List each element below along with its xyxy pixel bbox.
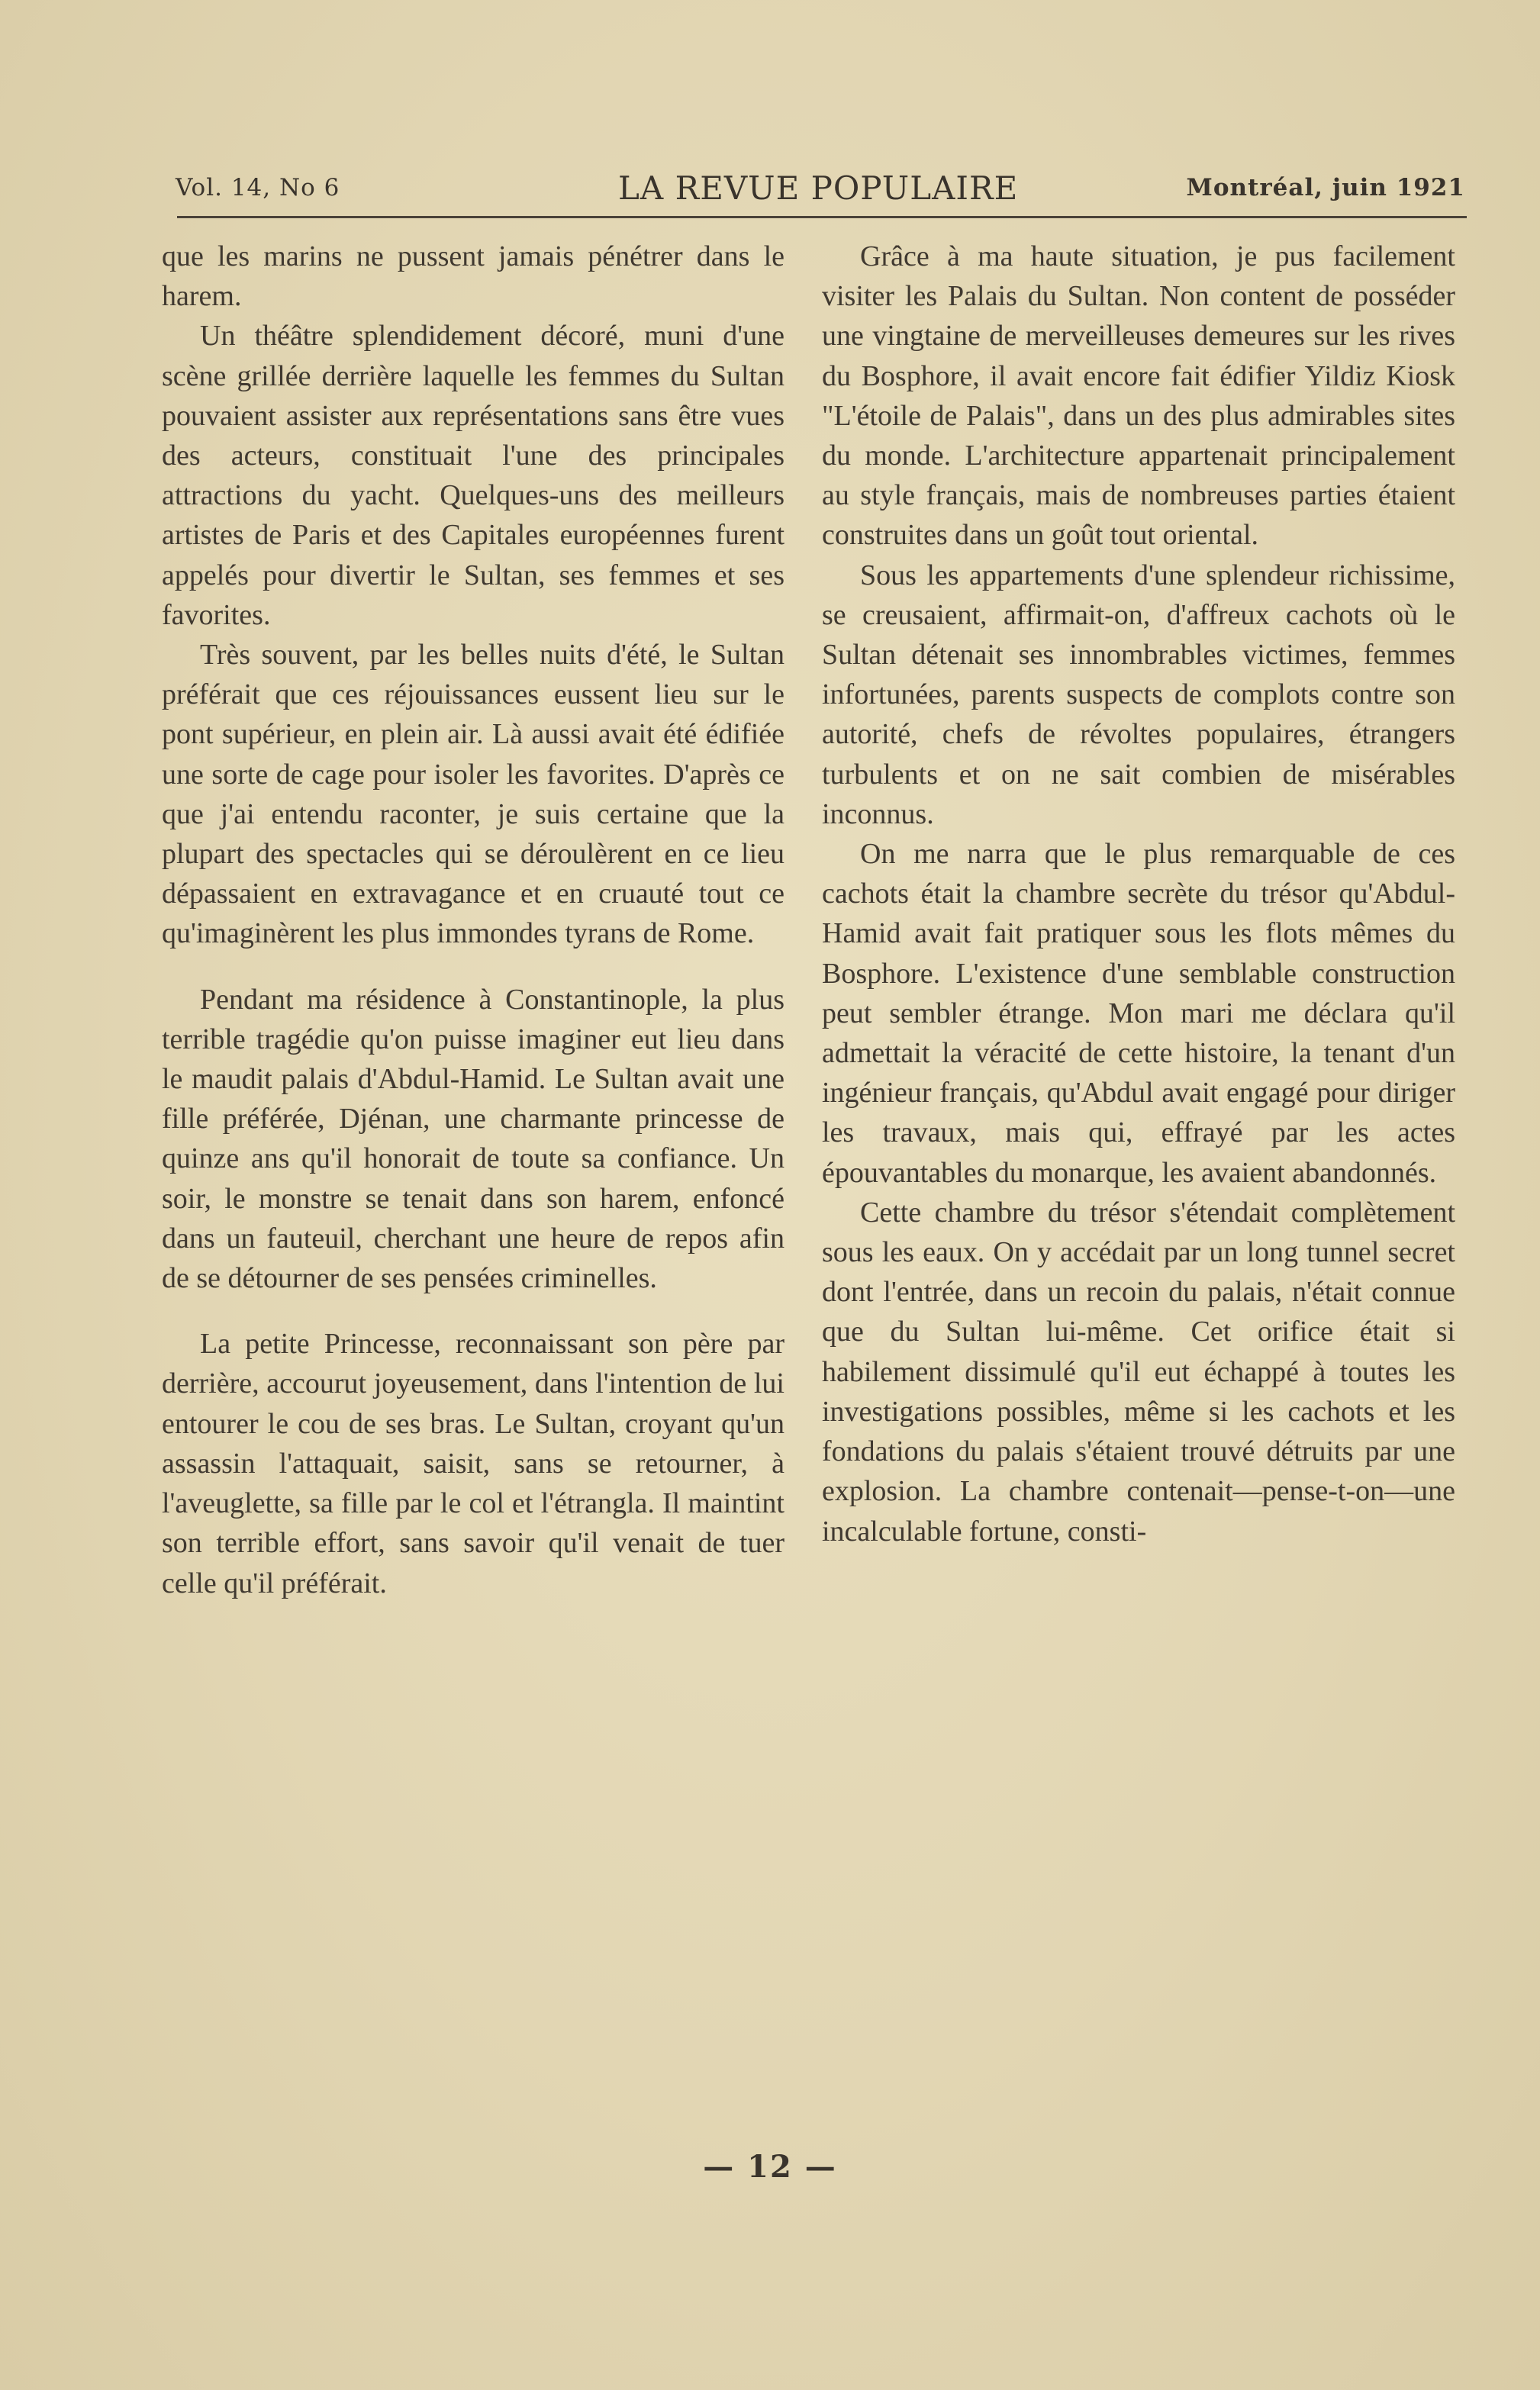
paragraph: On me narra que le plus remarquable de ces cachots était la chambre secrète du trésor qu'Abdul-Hamid avait fait pratiquer sous les flots mêmes du Bosphore. L'existence d'une semblable construction peut sembler étrange. Mon mari me déclara qu'il admettait la véracité de cette histoire, la tenant d'un ingénieur français, qu'Abdul avait engagé pour diriger les travaux, mais qui, effrayé par les actes épouvantables du monarque, les avaient abandonnés. bbox=[822, 838, 1455, 1189]
paragraph: que les marins ne pussent jamais pénétrer dans le harem. bbox=[162, 240, 784, 313]
paragraph: Très souvent, par les belles nuits d'été, le Sultan préférait que ces réjouissances eussent lieu sur le pont supérieur, en plein air. Là aussi avait été édifiée une sorte de cage pour isoler les favorites. D'après ce que j'ai entendu raconter, je suis certaine que la plupart des spectacles qui se déroulèrent en ce lieu dépassaient en extravagance et en cruauté tout ce qu'imaginèrent les plus immondes tyrans de Rome. bbox=[162, 639, 784, 950]
right-column bbox=[822, 237, 1455, 1551]
left-column bbox=[162, 237, 784, 1603]
paragraph: Un théâtre splendidement décoré, muni d'une scène grillée derrière laquelle les femmes du Sultan pouvaient assister aux représentations sans être vues des acteurs, constituait l'une des principales attractions du yacht. Quelques-uns des meilleurs artistes de Paris et des Capitales européennes furent appelés pour divertir le Sultan, ses femmes et ses favorites. bbox=[162, 320, 784, 631]
page-number: — 12 — bbox=[703, 2149, 837, 2185]
paragraph: La petite Princesse, reconnaissant son père par derrière, accourut joyeusement, dans l'intention de lui entourer le cou de ses bras. Le Sultan, croyant qu'un assassin l'attaquait, saisit, sans se retourner, à l'aveuglette, sa fille par le col et l'étrangla. Il maintint son terrible effort, sans savoir qu'il venait de tuer celle qu'il préférait. bbox=[162, 1328, 784, 1599]
paragraph: Sous les appartements d'une splendeur richissime, se creusaient, affirmait-on, d'affreux cachots où le Sultan détenait ses innombrables victimes, femmes infortunées, parents suspects de complots contre son autorité, chefs de révoltes populaires, étrangers turbulents et on ne sait combien de misérables inconnus. bbox=[822, 559, 1455, 830]
paragraph: Grâce à ma haute situation, je pus facilement visiter les Palais du Sultan. Non content de posséder une vingtaine de merveilleuses demeures sur les rives du Bosphore, il avait encore fait édifier Yildiz Kiosk "L'étoile de Palais", dans un des plus admirables sites du monde. L'architecture appartenait principalement au style français, mais de nombreuses parties étaient construites dans un goût tout oriental. bbox=[822, 240, 1455, 552]
header-rule bbox=[177, 216, 1467, 218]
page-header bbox=[176, 169, 1465, 208]
place-date: Montréal, juin 1921 bbox=[1186, 174, 1465, 201]
paragraph: Cette chambre du trésor s'étendait complètement sous les eaux. On y accédait par un long tunnel secret dont l'entrée, dans un recoin du palais, n'était connue que du Sultan lui-même. Cet orifice était si habilement dissimulé qu'il eut échappé à toutes les investigations possibles, même si les cachots et les fondations du palais s'étaient trouvé détruits par une explosion. La chambre contenait—pense-t-on—une incalculable fortune, consti- bbox=[822, 1196, 1455, 1548]
paragraph: Pendant ma résidence à Constantinople, la plus terrible tragédie qu'on puisse imaginer eut lieu dans le maudit palais d'Abdul-Hamid. Le Sultan avait une fille préférée, Djénan, une charmante princesse de quinze ans qu'il honorait de toute sa confiance. Un soir, le monstre se tenait dans son harem, enfoncé dans un fauteuil, cherchant une heure de repos afin de se détourner de ses pensées criminelles. bbox=[162, 983, 784, 1295]
magazine-title: LA REVUE POPULAIRE bbox=[618, 169, 1019, 207]
volume-number: Vol. 14, No 6 bbox=[176, 174, 340, 201]
